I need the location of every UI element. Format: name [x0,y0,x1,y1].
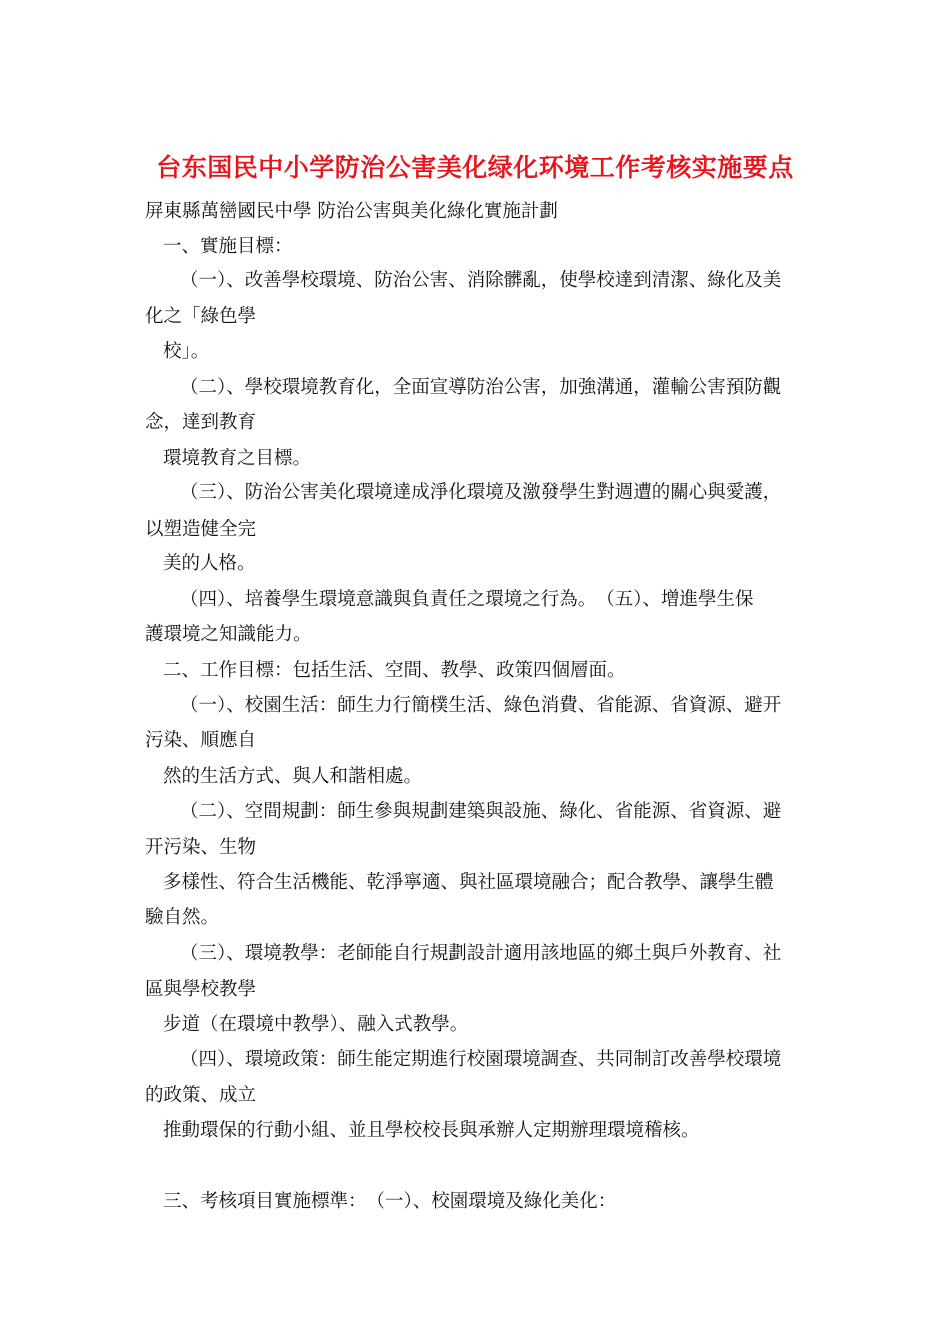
paragraph-line: 化之「綠色學 [145,306,257,327]
paragraph-line: 多樣性、符合生活機能、乾淨寧適、與社區環境融合；配合教學、讓學生體 [163,872,774,893]
paragraph-line: 污染、順應自 [145,730,257,751]
paragraph-line: 環境教育之目標。 [163,448,312,469]
paragraph-line: （四）、環境政策：師生能定期進行校園環境調查、共同制訂改善學校環境 [180,1049,782,1070]
paragraph-line: （三）、環境教學：老師能自行規劃設計適用該地區的鄉土與戶外教育、社 [180,943,782,964]
paragraph-line: 以塑造健全完 [145,519,257,540]
paragraph-line: 开污染、生物 [145,837,257,858]
paragraph-line: 校」。 [163,341,210,362]
paragraph-line: （三）、防治公害美化環境達成淨化環境及激發學生對週遭的關心與愛護， [180,482,782,503]
paragraph-line: （四）、培養學生環境意識與負責任之環境之行為。 （五）、增進學生保 [180,589,754,610]
paragraph-line: 念，達到教育 [145,412,257,433]
paragraph-line: 的政策、成立 [145,1085,257,1106]
subtitle-line: 屏東縣萬巒國民中學 防治公害與美化綠化實施計劃 [145,201,558,222]
paragraph-line: （二）、學校環境教育化，全面宣導防治公害，加強溝通，灌輸公害預防觀 [180,377,782,398]
section-heading: 一、實施目標： [163,236,293,257]
paragraph-line: 推動環保的行動小組、並且學校校長與承辦人定期辦理環境稽核。 [163,1120,700,1141]
paragraph-line: （一）、校園生活：師生力行簡樸生活、綠色消費、省能源、省資源、避开 [180,695,782,716]
paragraph-line: （一）、改善學校環境、防治公害、消除髒亂，使學校達到清潔、綠化及美 [180,270,782,291]
paragraph-line: （二）、空間規劃：師生參與規劃建築與設施、綠化、省能源、省資源、避 [180,801,782,822]
paragraph-line: 步道（在環境中教學）、融入式教學。 [163,1014,469,1035]
paragraph-line: 驗自然。 [145,907,220,928]
paragraph-line: 護環境之知識能力。 [145,624,312,645]
paragraph-line: 然的生活方式、與人和諧相處。 [163,766,423,787]
section-heading: 二、工作目標：包括生活、空間、教學、政策四個層面。 [163,660,626,681]
section-heading: 三、考核項目實施標準： （一）、校園環境及綠化美化： [163,1191,617,1212]
document-title: 台东国民中小学防治公害美化绿化环境工作考核实施要点 [156,153,794,182]
paragraph-line: 美的人格。 [163,553,256,574]
paragraph-line: 區與學校教學 [145,979,257,1000]
